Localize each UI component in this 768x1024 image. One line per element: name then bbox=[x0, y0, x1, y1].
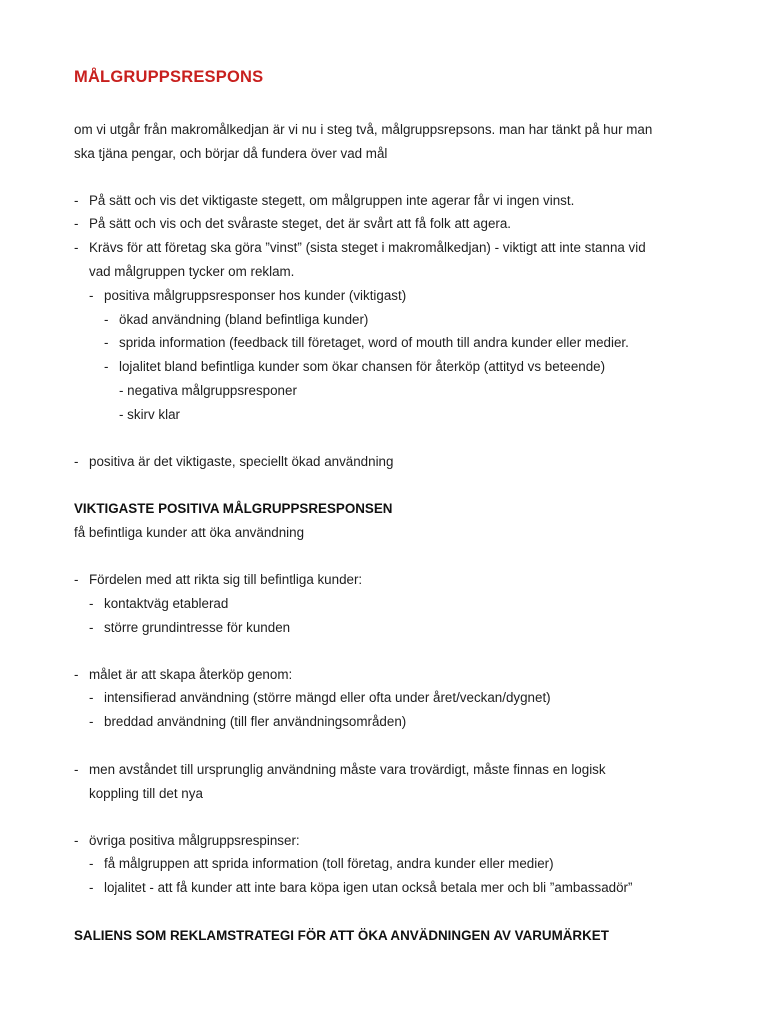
bullet-dash: - bbox=[74, 667, 79, 682]
bullet-dash: - bbox=[89, 620, 94, 635]
list-item-continuation: koppling till det nya bbox=[89, 786, 203, 801]
list-item: På sätt och vis det viktigaste stegett, om målgruppen inte agerar får vi ingen vinst. bbox=[89, 193, 575, 208]
sub-sub-list-item: ökad användning (bland befintliga kunder) bbox=[119, 312, 369, 327]
list-item: positiva är det viktigaste, speciellt ökad användning bbox=[89, 454, 394, 469]
list-item: men avståndet till ursprunglig användning måste vara trovärdigt, måste finnas en logisk bbox=[89, 762, 606, 777]
bullet-dash: - bbox=[74, 833, 79, 848]
bullet-dash: - bbox=[89, 856, 94, 871]
bullet-dash: - bbox=[89, 880, 94, 895]
list-item: övriga positiva målgruppsrespinser: bbox=[89, 833, 300, 848]
sub-list-item: lojalitet - att få kunder att inte bara köpa igen utan också betala mer och bli ”ambassadör” bbox=[104, 880, 633, 895]
list-item-continuation: vad målgruppen tycker om reklam. bbox=[89, 264, 295, 279]
list-item: På sätt och vis och det svåraste steget, det är svårt att få folk att agera. bbox=[89, 216, 512, 231]
bullet-dash: - bbox=[89, 714, 94, 729]
intro-line-1: om vi utgår från makromålkedjan är vi nu i steg två, målgruppsrepsons. man har tänkt på hur man bbox=[74, 122, 653, 137]
bullet-dash: - bbox=[74, 454, 79, 469]
bullet-dash: - bbox=[89, 596, 94, 611]
bullet-dash: - bbox=[74, 240, 79, 255]
sub-list-item: breddad användning (till fler användningsområden) bbox=[104, 714, 407, 729]
note-line: - skirv klar bbox=[119, 407, 180, 422]
bullet-dash: - bbox=[89, 690, 94, 705]
sub-sub-list-item: lojalitet bland befintliga kunder som ökar chansen för återköp (attityd vs beteende) bbox=[119, 359, 606, 374]
section-heading: SALIENS SOM REKLAMSTRATEGI FÖR ATT ÖKA ANVÄDNINGEN AV VARUMÄRKET bbox=[74, 928, 609, 943]
bullet-dash: - bbox=[74, 216, 79, 231]
page-title: MÅLGRUPPSRESPONS bbox=[74, 68, 264, 86]
bullet-dash: - bbox=[104, 335, 109, 350]
bullet-dash: - bbox=[74, 762, 79, 777]
sub-sub-list-item: sprida information (feedback till företaget, word of mouth till andra kunder eller medier. bbox=[119, 335, 629, 350]
bullet-dash: - bbox=[89, 288, 94, 303]
sub-list-item: få målgruppen att sprida information (toll företag, andra kunder eller medier) bbox=[104, 856, 554, 871]
bullet-dash: - bbox=[104, 359, 109, 374]
bullet-dash: - bbox=[104, 312, 109, 327]
sub-list-item: större grundintresse för kunden bbox=[104, 620, 291, 635]
section-heading: VIKTIGASTE POSITIVA MÅLGRUPPSRESPONSEN bbox=[74, 501, 393, 516]
bullet-dash: - bbox=[74, 193, 79, 208]
bullet-dash: - bbox=[74, 572, 79, 587]
intro-line-2: ska tjäna pengar, och börjar då fundera över vad mål bbox=[74, 146, 388, 161]
list-item: målet är att skapa återköp genom: bbox=[89, 667, 293, 682]
sub-list-item: positiva målgruppsresponser hos kunder (viktigast) bbox=[104, 288, 407, 303]
list-item: Fördelen med att rikta sig till befintliga kunder: bbox=[89, 572, 363, 587]
sub-list-item: kontaktväg etablerad bbox=[104, 596, 229, 611]
sub-list-item: intensifierad användning (större mängd eller ofta under året/veckan/dygnet) bbox=[104, 690, 551, 705]
section-subtitle: få befintliga kunder att öka användning bbox=[74, 525, 305, 540]
list-item: Krävs för att företag ska göra ”vinst” (sista steget i makromålkedjan) - viktigt att inte stanna vid bbox=[89, 240, 646, 255]
note-line: - negativa målgruppsresponer bbox=[119, 383, 297, 398]
